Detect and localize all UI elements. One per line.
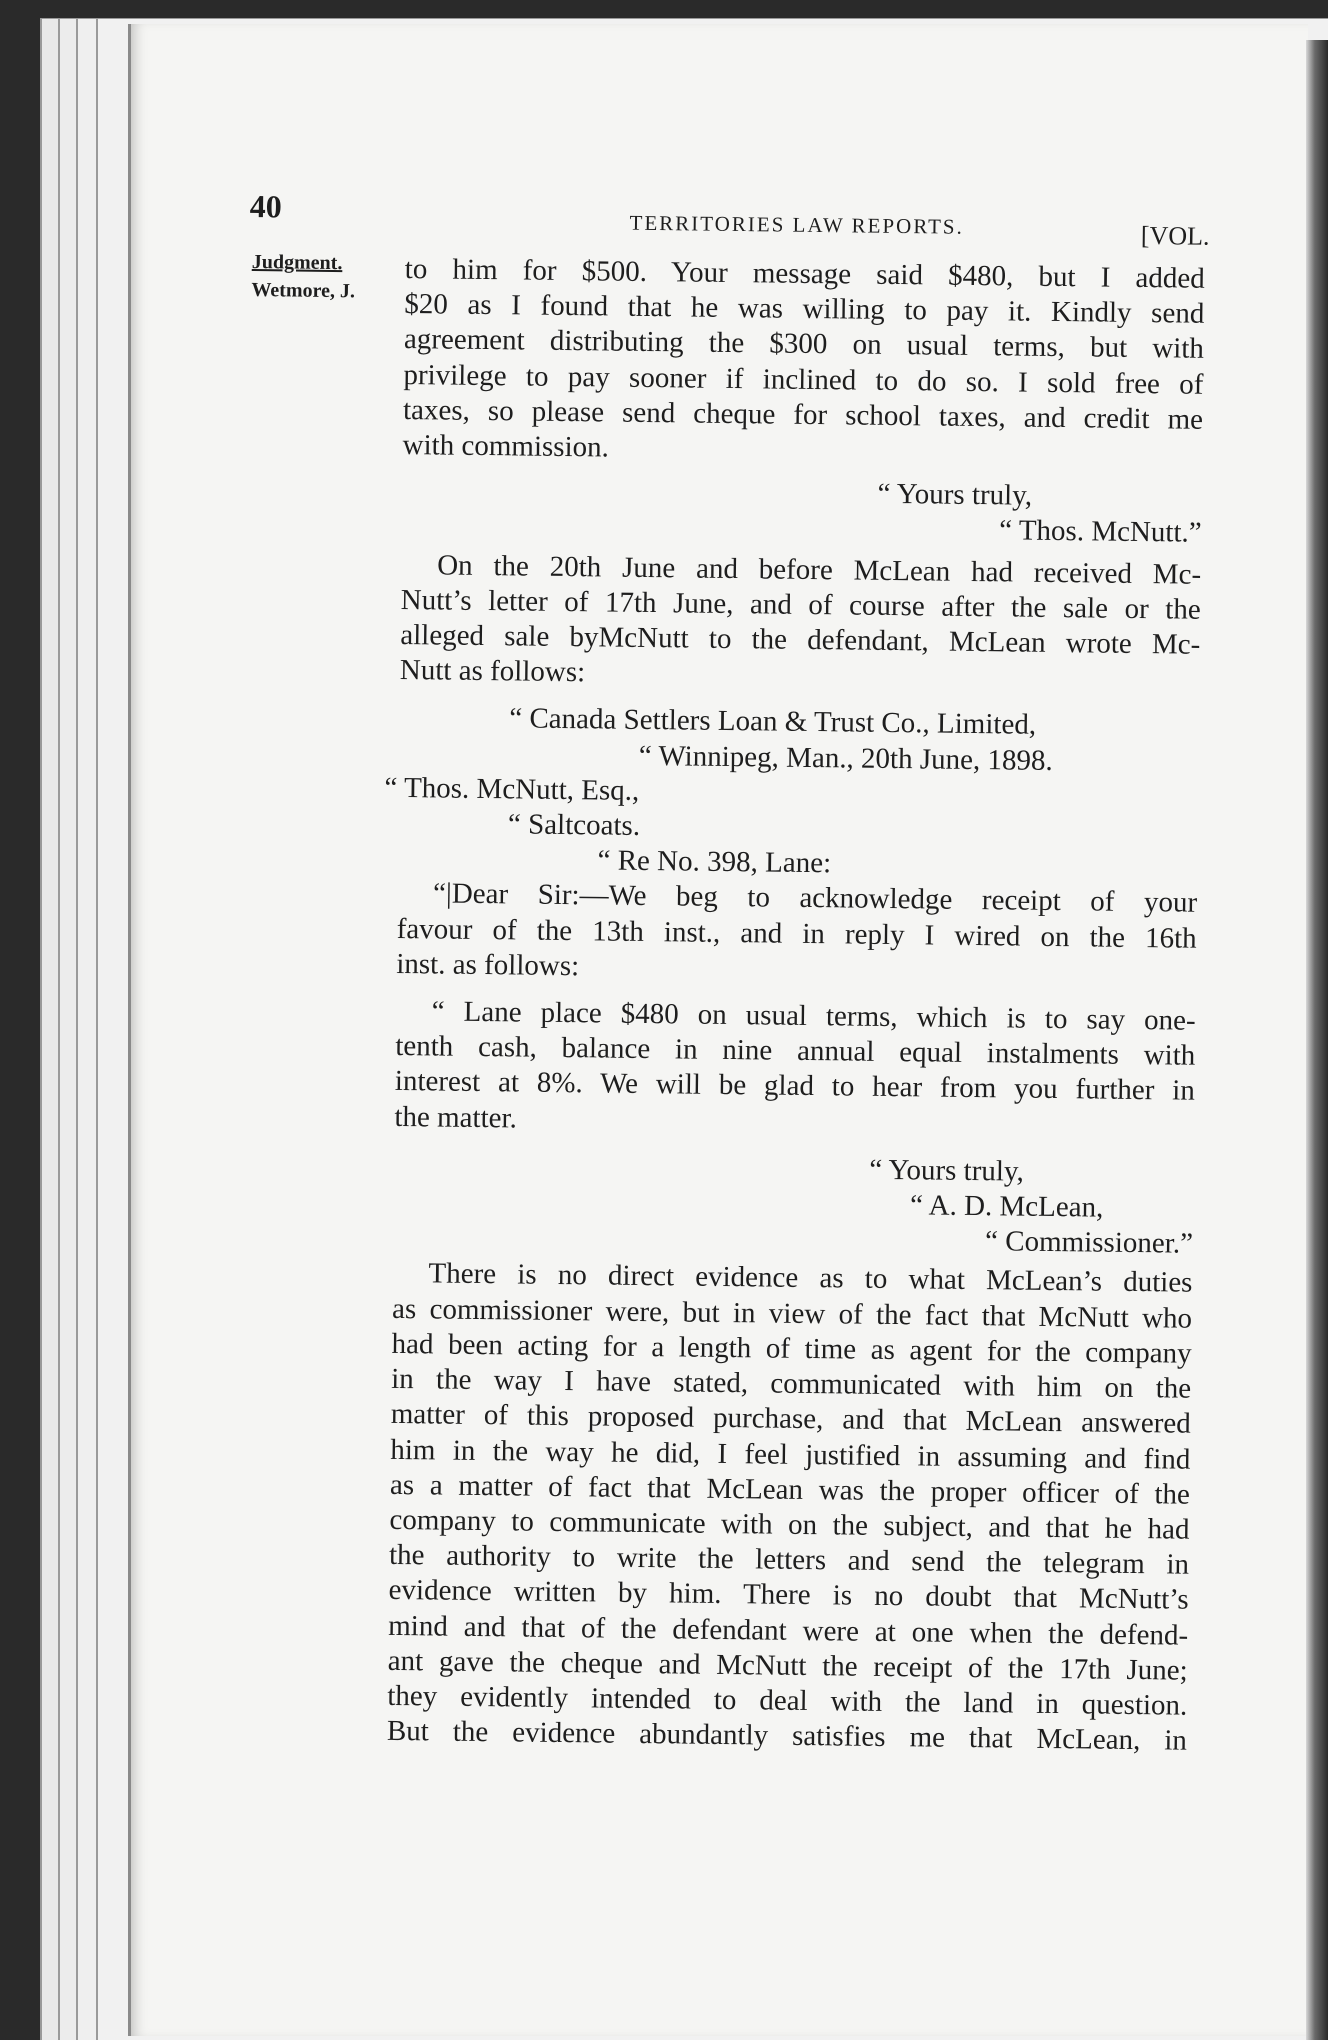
text-line: company to communicate with on the subject, and that he had [389, 1503, 1190, 1546]
text-line: But the evidence abundantly satisfies me that McLean, in [386, 1715, 1188, 1757]
text-line: ant gave the cheque and McNutt the receipt of the 17th June; [387, 1644, 1188, 1687]
letter-reference: “ Re No. 398, Lane: [597, 844, 832, 880]
text-line: tenth cash, balance in nine annual equal instalments with [395, 1030, 1196, 1072]
body-text [384, 252, 1205, 1759]
text-line: “|Dear Sir:—We beg to acknowledge receipt of your [432, 877, 1198, 920]
volume-marker: [VOL. [1140, 220, 1210, 251]
letter-place-date: “ Winnipeg, Man., 20th June, 1898. [638, 739, 1053, 777]
text-line: mind and that of the defendant were at one when the defend- [388, 1609, 1189, 1652]
text-line: the authority to write the letters and send the telegram in [388, 1539, 1190, 1581]
paragraph-dear-sir [396, 876, 1197, 991]
text-line: him in the way he did, I feel justified in assuming and find [390, 1433, 1191, 1476]
text-line: favour of the 13th inst., and in reply I wired on the 16th [396, 912, 1197, 955]
paragraph-telegram-continuation [402, 252, 1205, 473]
book-spine-shadow [1306, 40, 1328, 2040]
text-line: Nutt as follows: [399, 654, 586, 689]
letter-addressee: “ Thos. McNutt, Esq., [384, 771, 640, 807]
paragraph-mclean-wrote [400, 548, 1202, 699]
closing-line: “ Yours truly, [869, 1153, 1025, 1188]
letter-company: “ Canada Settlers Loan & Trust Co., Limited, [509, 702, 1037, 742]
text-line: in the way I have stated, communicated with him on the [391, 1363, 1192, 1405]
letter-heading [384, 700, 1199, 886]
text-line: as commissioner were, but in view of the fact that McNutt who [391, 1292, 1193, 1335]
text-line: Nutt’s letter of 17th June, and of course after the sale or the [400, 583, 1201, 626]
closing-title: “ Commissioner.” [984, 1225, 1194, 1260]
closing-mcnutt [401, 471, 1202, 551]
margin-note-judgment: Judgment. [251, 250, 343, 275]
text-line: had been acting for a length of time as agent for the company [391, 1327, 1192, 1370]
text-line: $20 as I found that he was willing to pay it. Kindly send [404, 288, 1205, 330]
text-line: with commission. [402, 429, 610, 464]
margin-notes [251, 248, 392, 306]
text-line: privilege to pay sooner if inclined to do so. I sold free of [403, 358, 1204, 401]
text-line: agreement distributing the $300 on usual terms, but with [403, 323, 1205, 366]
text-line: There is no direct evidence as to what McLean’s duties [428, 1257, 1193, 1300]
text-line: alleged sale byMcNutt to the defendant, McLean wrote Mc- [400, 619, 1201, 661]
running-head: TERRITORIES LAW REPORTS. [629, 210, 964, 239]
text-line: they evidently intended to deal with the land in question. [387, 1679, 1188, 1722]
text-line: to him for $500. Your message said $480, but I added [404, 252, 1205, 295]
closing-signature: “ A. D. McLean, [909, 1189, 1104, 1224]
text-line: inst. as follows: [396, 947, 580, 983]
paragraph-analysis [387, 1256, 1193, 1759]
text-line: as a matter of fact that McLean was the proper officer of the [389, 1468, 1191, 1511]
paragraph-lane-place [394, 994, 1196, 1145]
margin-note-judge: Wetmore, J. [251, 278, 356, 303]
text-line: matter of this proposed purchase, and that McLean answered [390, 1398, 1191, 1440]
text-line: On the 20th June and before McLean had received Mc- [436, 549, 1202, 591]
page-number: 40 [249, 188, 282, 225]
letter-town: “ Saltcoats. [507, 808, 641, 842]
closing-mclean [393, 1147, 1194, 1262]
text-line: interest at 8%. We will be glad to hear from you further in [394, 1065, 1196, 1108]
text-line: the matter. [394, 1100, 518, 1135]
text-line: “ Lane place $480 on usual terms, which is to say one- [431, 995, 1196, 1037]
text-line: taxes, so please send cheque for school taxes, and credit me [402, 393, 1204, 436]
closing-line: “ Yours truly, [877, 478, 1033, 512]
text-line: evidence written by him. There is no doubt that McNutt’s [388, 1574, 1189, 1616]
closing-signature: “ Thos. McNutt.” [999, 514, 1202, 550]
